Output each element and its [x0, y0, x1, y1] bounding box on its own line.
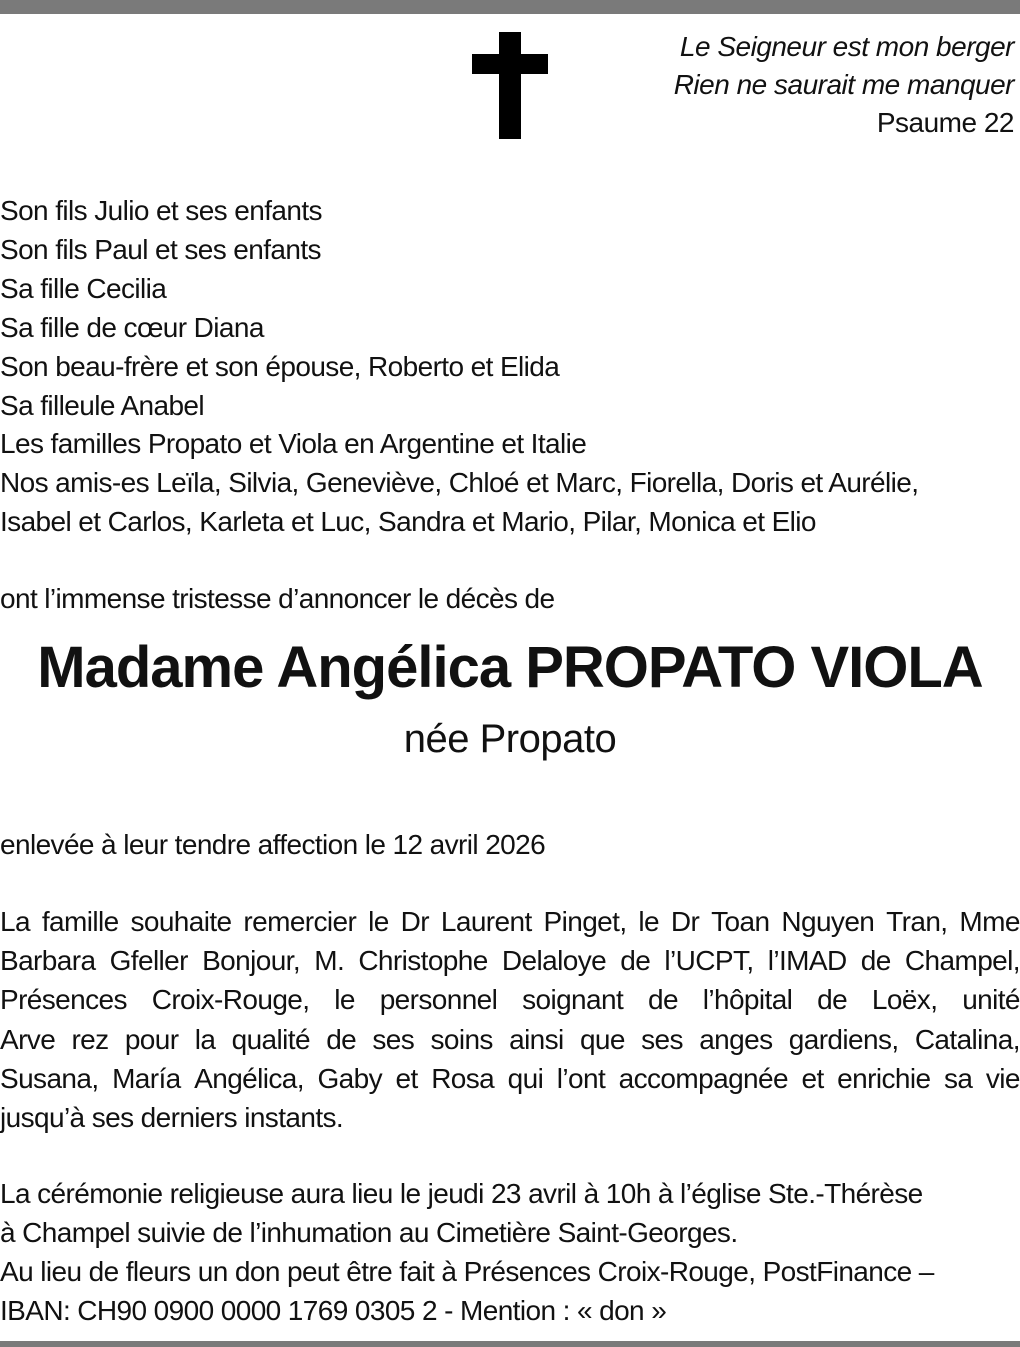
ceremony-line: Au lieu de fleurs un don peut être fait à Présences Croix-Rouge, PostFinance – — [0, 1255, 934, 1287]
word: de — [817, 984, 848, 1016]
word: Loëx, — [871, 984, 938, 1016]
ceremony-line: à Champel suivie de l’inhumation au Cimetière Saint-Georges. — [0, 1216, 738, 1248]
family-line: Sa fille Cecilia — [0, 272, 167, 304]
verse-reference: Psaume 22 — [876, 107, 1014, 138]
word: Arve — [0, 1023, 56, 1055]
word: Rosa — [431, 1062, 495, 1094]
verse-line-2: Rien ne saurait me manquer — [673, 69, 1014, 100]
ceremony-details — [0, 1175, 934, 1331]
maiden-name: née Propato — [403, 717, 617, 761]
family-list — [0, 192, 918, 542]
word: La — [0, 906, 30, 937]
word: soignant — [522, 984, 624, 1016]
word: le — [638, 906, 659, 937]
word: famille — [41, 906, 119, 937]
word: Présences — [0, 984, 127, 1016]
word: Croix-Rouge, — [151, 984, 310, 1016]
word: l’IMAD — [767, 945, 847, 977]
thanks-line — [0, 1020, 1020, 1059]
word: qualité — [231, 1023, 310, 1055]
word: et — [395, 1062, 418, 1094]
word: M. — [314, 945, 345, 977]
thanks-paragraph — [0, 902, 1020, 1137]
word: soins — [430, 1023, 493, 1055]
word: Bonjour, — [202, 945, 301, 977]
cross-icon — [472, 32, 548, 139]
word: que — [579, 1023, 625, 1055]
word: de — [620, 945, 651, 977]
ceremony-line: La cérémonie religieuse aura lieu le jeudi 23 avril à 10h à l’église Ste.-Thérèse — [0, 1178, 923, 1209]
top-border-rule — [0, 0, 1020, 14]
thanks-line — [0, 902, 1020, 941]
ceremony-line: IBAN: CH90 0900 0000 1769 0305 2 - Mention : « don » — [0, 1294, 667, 1326]
word: Tran, — [886, 906, 948, 937]
word: enrichie — [837, 1062, 931, 1094]
word: remercier — [243, 906, 357, 937]
family-line: Son beau-frère et son épouse, Roberto et Elida — [0, 350, 560, 382]
family-line: Les familles Propato et Viola en Argentine et Italie — [0, 428, 587, 460]
word: Nguyen — [781, 906, 875, 937]
thanks-line — [0, 941, 1020, 980]
word: qui — [507, 1062, 544, 1094]
announcement-text: ont l’immense tristesse d’annoncer le décès de — [0, 583, 555, 614]
word: unité — [962, 984, 1020, 1016]
thanks-line: jusqu’à ses derniers instants. — [0, 1102, 344, 1134]
verse-line-1: Le Seigneur est mon berger — [679, 31, 1014, 62]
word: et — [801, 1062, 824, 1094]
word: personnel — [379, 984, 498, 1016]
word: de — [326, 1023, 357, 1055]
word: rez — [71, 1023, 109, 1055]
word: Pinget, — [543, 906, 627, 937]
word: Dr — [400, 906, 429, 937]
word: Barbara — [0, 945, 96, 977]
word: le — [368, 906, 389, 937]
word: la — [194, 1023, 216, 1055]
word: anges — [699, 1023, 773, 1055]
family-line: Sa filleule Anabel — [0, 389, 205, 421]
word: le — [334, 984, 355, 1016]
word: gardiens, — [788, 1023, 899, 1055]
thanks-line — [0, 1059, 1020, 1098]
word: Catalina, — [914, 1023, 1020, 1055]
word: l’ont — [556, 1062, 606, 1094]
word: Dr — [670, 906, 700, 937]
word: ainsi — [509, 1023, 564, 1055]
word: Gaby — [317, 1062, 382, 1094]
word: accompagnée — [618, 1062, 788, 1094]
word: Christophe — [358, 945, 488, 977]
word: Angélica, — [194, 1062, 304, 1094]
word: Laurent — [440, 906, 532, 937]
deceased-name: Madame Angélica PROPATO VIOLA — [37, 635, 983, 700]
family-line: Nos amis-es Leïla, Silvia, Geneviève, Chloé et Marc, Fiorella, Doris et Aurélie, — [0, 467, 919, 499]
word: Susana, — [0, 1062, 99, 1094]
family-line: Isabel et Carlos, Karleta et Luc, Sandra et Mario, Pilar, Monica et Elio — [0, 506, 816, 538]
word: l’UCPT, — [664, 945, 754, 977]
word: souhaite — [130, 906, 232, 937]
word: de — [647, 984, 678, 1016]
word: Mme — [959, 906, 1020, 937]
word: Champel, — [904, 945, 1020, 977]
word: Gfeller — [109, 945, 188, 977]
word: ses — [641, 1023, 683, 1055]
word: ses — [372, 1023, 415, 1055]
family-line: Sa fille de cœur Diana — [0, 311, 264, 343]
psalm-verse — [674, 28, 1014, 142]
family-line: Son fils Paul et ses enfants — [0, 233, 321, 265]
word: Toan — [711, 906, 770, 937]
word: Delaloye — [501, 945, 607, 977]
word: María — [112, 1062, 181, 1094]
word: l’hôpital — [702, 984, 793, 1016]
word: de — [860, 945, 891, 977]
family-line: Son fils Julio et ses enfants — [0, 195, 322, 226]
word: sa — [943, 1062, 973, 1094]
word: vie — [985, 1062, 1020, 1094]
bottom-border-rule — [0, 1341, 1020, 1347]
thanks-line — [0, 980, 1020, 1019]
passing-date-text: enlevée à leur tendre affection le 12 avril 2026 — [0, 829, 546, 860]
word: pour — [124, 1023, 179, 1055]
